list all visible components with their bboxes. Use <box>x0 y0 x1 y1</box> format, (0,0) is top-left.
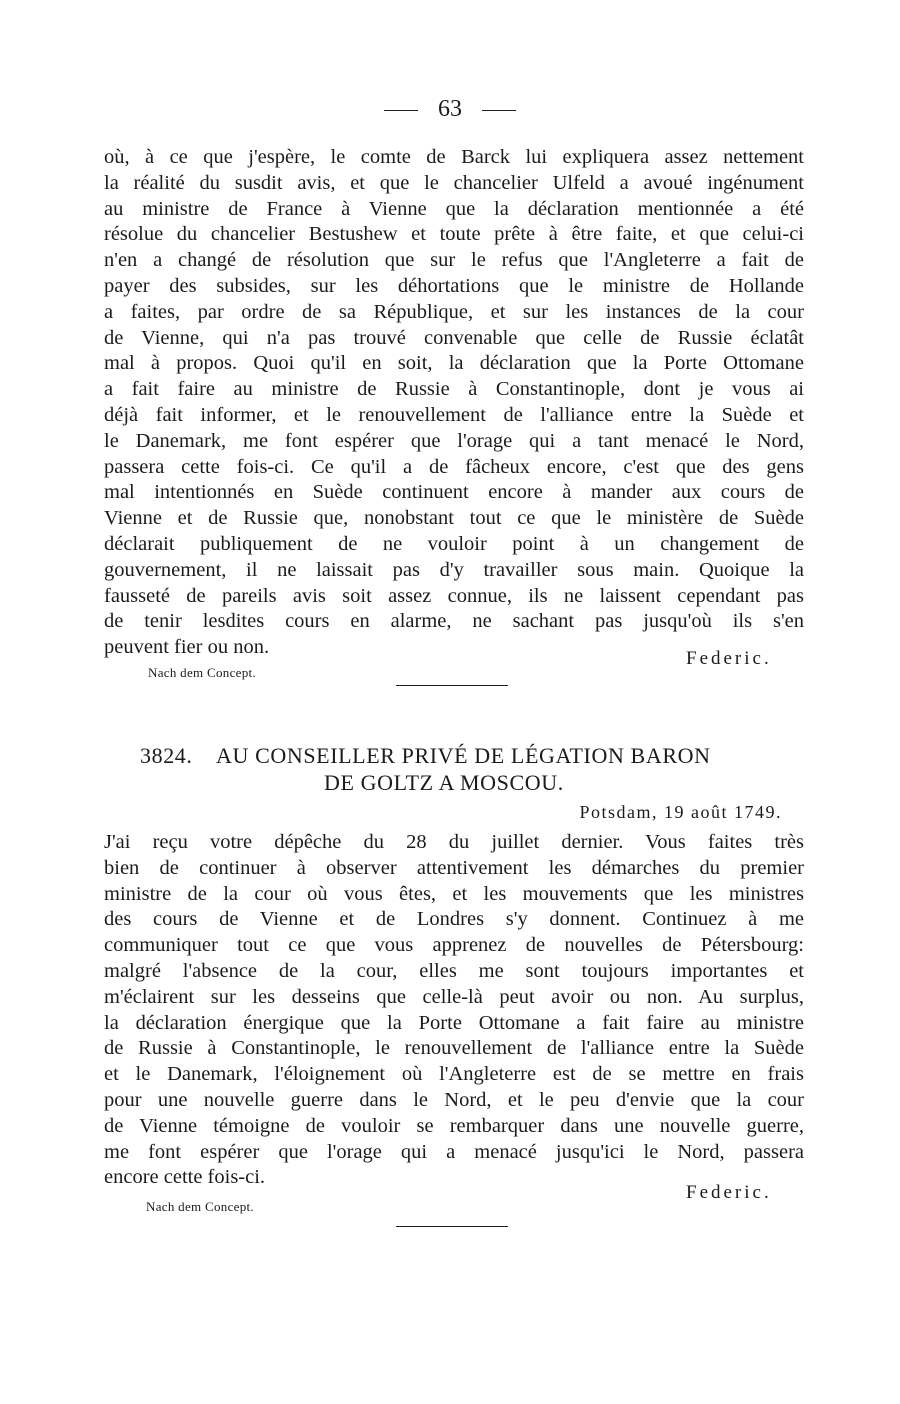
text-line: fausseté de pareils avis soit assez connue, ils ne laissent cependant pas <box>104 584 804 607</box>
text-line: le Danemark, me font espérer que l'orage qui a tant menacé le Nord, <box>104 429 804 452</box>
text-line: bien de continuer à observer attentivement les démarches du premier <box>104 856 804 879</box>
letter-number: 3824. <box>140 743 193 768</box>
text-line: de Russie à Constantinople, le renouvellement de l'alliance entre la Suède <box>104 1037 804 1060</box>
text-line: de Vienne, qui n'a pas trouvé convenable que celle de Russie éclatât <box>104 326 804 349</box>
source-note: Nach dem Concept. <box>148 665 256 680</box>
page-number-header <box>0 96 900 123</box>
text-line: a faites, par ordre de sa République, et sur les instances de la cour <box>104 300 804 323</box>
signature: Federic. <box>686 1182 772 1203</box>
header-dash-left <box>384 110 418 111</box>
text-line: Vienne et de Russie que, nonobstant tout ce que le ministère de Suède <box>104 507 804 530</box>
text-line: passera cette fois-ci. Ce qu'il a de fâcheux encore, c'est que des gens <box>104 455 804 478</box>
text-line: communiquer tout ce que vous apprenez de nouvelles de Pétersbourg: <box>104 934 804 957</box>
letter-title-line-1: AU CONSEILLER PRIVÉ DE LÉGATION BARON <box>216 743 711 768</box>
text-line: gouvernement, il ne laissait pas d'y travailler sous main. Quoique la <box>104 558 804 581</box>
text-line: déclarait publiquement de ne vouloir point à un changement de <box>104 532 804 555</box>
text-line: des cours de Vienne et de Londres s'y donnent. Continuez à me <box>104 908 804 931</box>
signature: Federic. <box>686 648 772 669</box>
letter-body-continuation <box>104 145 804 661</box>
source-note: Nach dem Concept. <box>146 1199 254 1214</box>
letter-body <box>104 830 804 1191</box>
header-dash-right <box>482 110 516 111</box>
text-line: payer des subsides, sur les déhortations que le ministre de Hollande <box>104 274 804 297</box>
text-line: la déclaration énergique que la Porte Ottomane a fait faire au ministre <box>104 1011 804 1034</box>
dateline: Potsdam, 19 août 1749. <box>579 802 782 822</box>
text-line: où, à ce que j'espère, le comte de Barck lui expliquera assez nettement <box>104 146 804 168</box>
letter-title-line-2: DE GOLTZ A MOSCOU. <box>324 770 564 795</box>
text-line: la réalité du susdit avis, et que le chancelier Ulfeld a avoué ingénument <box>104 171 804 194</box>
page-number: 63 <box>438 96 462 122</box>
text-line: m'éclairent sur les desseins que celle-là peut avoir ou non. Au surplus, <box>104 985 804 1008</box>
text-line: ministre de la cour où vous êtes, et les mouvements que les ministres <box>104 882 804 905</box>
text-line: et le Danemark, l'éloignement où l'Angleterre est de se mettre en frais <box>104 1063 804 1086</box>
text-line: encore cette fois-ci. <box>104 1166 266 1189</box>
text-line: de Vienne témoigne de vouloir se rembarquer dans une nouvelle guerre, <box>104 1114 804 1137</box>
section-divider <box>396 1226 508 1227</box>
text-line: mal à propos. Quoi qu'il en soit, la déclaration que la Porte Ottomane <box>104 352 804 375</box>
text-line: a fait faire au ministre de Russie à Constantinople, dont je vous ai <box>104 378 804 401</box>
text-line: peuvent fier ou non. <box>104 636 270 659</box>
text-line: au ministre de France à Vienne que la déclaration mentionnée a été <box>104 197 804 220</box>
text-line: n'en a changé de résolution que sur le refus que l'Angleterre a fait de <box>104 249 804 272</box>
text-line: mal intentionnés en Suède continuent encore à mander aux cours de <box>104 481 804 504</box>
section-divider <box>396 685 508 686</box>
text-line: J'ai reçu votre dépêche du 28 du juillet dernier. Vous faites très <box>104 831 804 853</box>
text-line: malgré l'absence de la cour, elles me sont toujours importantes et <box>104 959 804 982</box>
text-line: pour une nouvelle guerre dans le Nord, et le peu d'envie que la cour <box>104 1088 804 1111</box>
text-line: déjà fait informer, et le renouvellement de l'alliance entre la Suède et <box>104 403 804 426</box>
text-line: résolue du chancelier Bestushew et toute prête à être faite, et que celui-ci <box>104 223 804 246</box>
text-line: me font espérer que l'orage qui a menacé jusqu'ici le Nord, passera <box>104 1140 804 1163</box>
text-line: de tenir lesdites cours en alarme, ne sachant pas jusqu'où ils s'en <box>104 610 804 633</box>
